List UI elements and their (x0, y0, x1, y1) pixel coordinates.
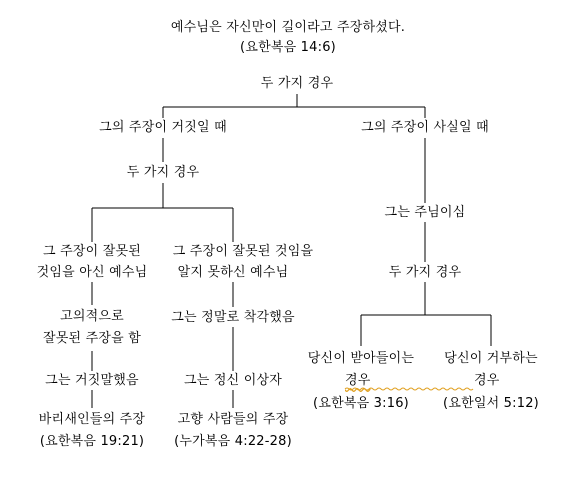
header-quote: 예수님은 자신만이 길이라고 주장하셨다. (170, 20, 406, 35)
case-b-line1: 그 주장이 잘못된 것임을 (172, 244, 314, 259)
wavy-line (345, 388, 473, 390)
left-sub-label: 두 가지 경우 (126, 165, 200, 180)
case-a-holder-ref: (요한복음 19:21) (39, 434, 145, 449)
right-sub-label: 두 가지 경우 (388, 265, 462, 280)
reject-ref: (요한일서 5:12) (443, 396, 539, 411)
reject-line1: 당신이 거부하는 (444, 351, 538, 366)
accept-ref: (요한복음 3:16) (313, 396, 409, 411)
reject-line2: 경우 (474, 373, 500, 388)
left-branch-label: 그의 주장이 거짓일 때 (99, 120, 227, 135)
case-b-conclusion: 그는 정신 이상자 (184, 373, 282, 388)
accept-line1: 당신이 받아들이는 (307, 351, 415, 366)
case-a-line2: 것임을 아신 예수님 (36, 265, 148, 280)
case-b-holder-ref: (누가복음 4:22-28) (174, 434, 292, 449)
case-b-holder: 고향 사람들의 주장 (177, 412, 289, 427)
case-a-conclusion: 그는 거짓말했음 (45, 373, 139, 388)
root-label: 두 가지 경우 (260, 76, 334, 91)
case-a-holder: 바리새인들의 주장 (38, 412, 146, 427)
right-branch-label: 그의 주장이 사실일 때 (361, 120, 489, 135)
case-a-line1: 그 주장이 잘못된 (43, 244, 141, 259)
header-reference: (요한복음 14:6) (240, 40, 336, 55)
case-b-detail: 그는 정말로 착각했음 (171, 310, 295, 325)
accept-line2: 경우 (345, 373, 371, 388)
right-conclusion: 그는 주님이심 (384, 205, 466, 220)
case-a-detail-line1: 고의적으로 (60, 309, 124, 324)
case-a-detail-line2: 잘못된 주장을 함 (43, 331, 141, 346)
case-b-line2: 알지 못하신 예수님 (177, 265, 289, 280)
